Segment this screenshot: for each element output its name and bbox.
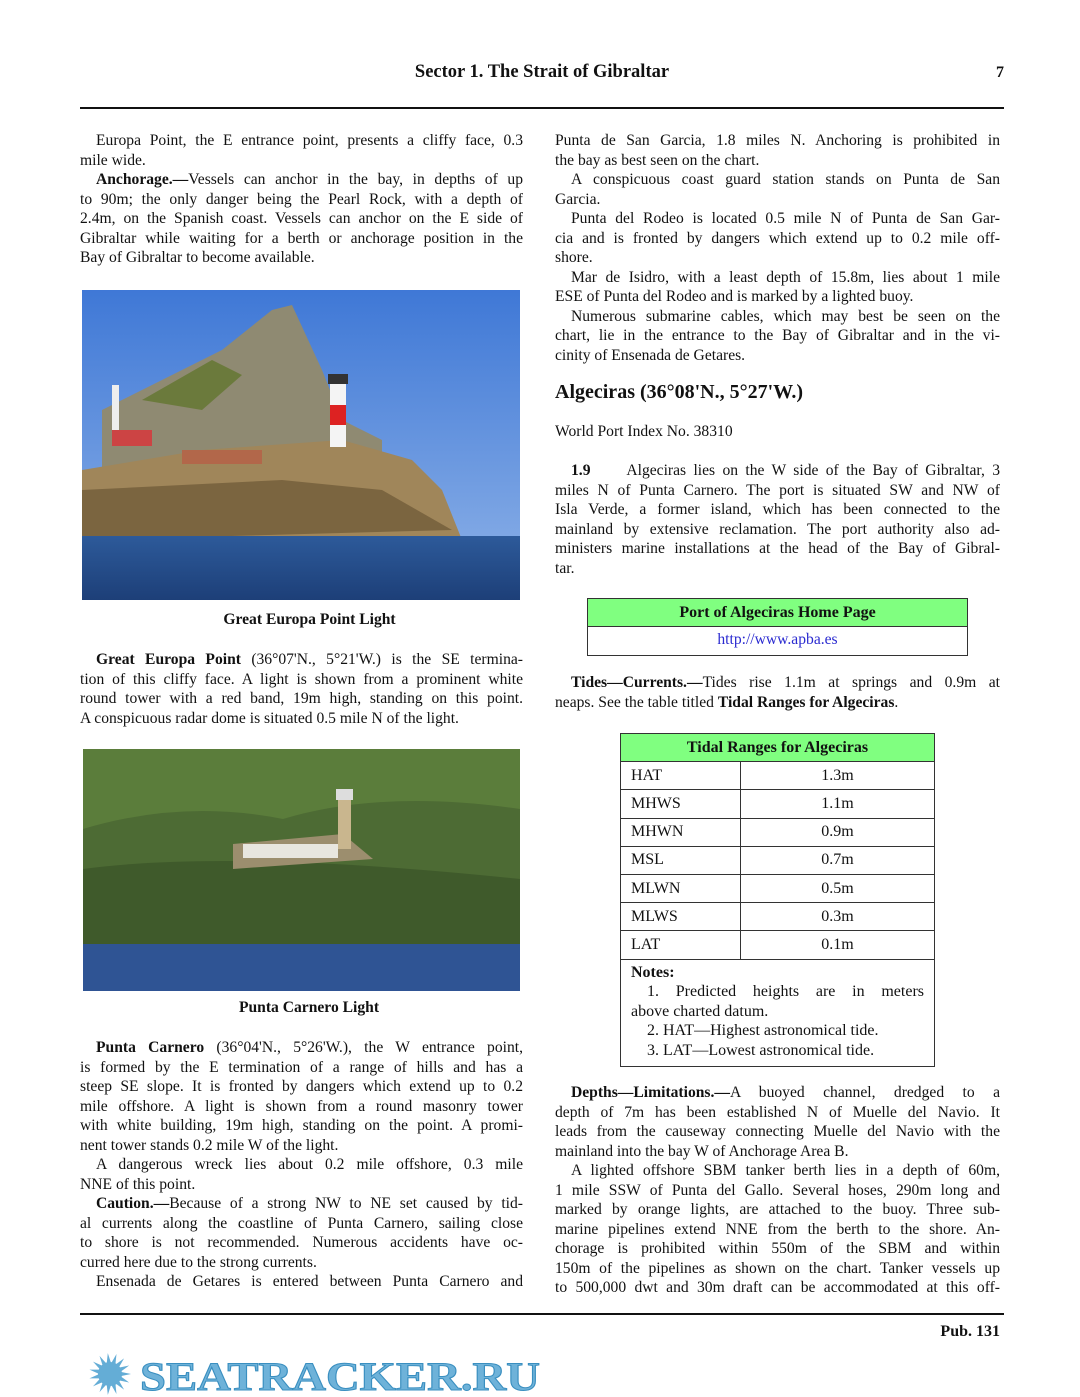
section-title: Sector 1. The Strait of Gibraltar — [414, 62, 670, 82]
text-run: mile wide. — [80, 151, 146, 169]
tide-level: MHWN — [621, 818, 741, 846]
tide-height: 0.9m — [741, 818, 935, 846]
sun-logo-icon — [89, 1353, 131, 1395]
text-line — [555, 1103, 1000, 1123]
text-line — [555, 131, 1000, 151]
text-line — [555, 209, 1000, 229]
text-line — [555, 1220, 1000, 1240]
text-line — [80, 1097, 523, 1117]
text-line — [555, 1161, 1000, 1181]
text-run: Isla Verde, a former island, which has been connected to the — [555, 501, 1000, 518]
text-line — [555, 1142, 1000, 1162]
sun-ray — [89, 1370, 99, 1374]
text-line — [80, 1253, 523, 1273]
text-run: mainland by extensive reclamation. The port authority also ad- — [555, 520, 1000, 538]
text-line — [80, 1214, 523, 1234]
text-line — [555, 693, 1000, 713]
sun-ray — [119, 1376, 129, 1382]
text-line — [555, 500, 1000, 520]
text-line — [80, 229, 523, 249]
text-run: chart, lie in the entrance to the Bay of Gibraltar and in the vi- — [555, 327, 1000, 344]
text-line — [80, 1272, 523, 1292]
text-run: ESE of Punta del Rodeo and is marked by a lighted buoy. — [555, 288, 914, 305]
text-line — [555, 520, 1000, 540]
text-run: nent tower stands 0.2 mile W of the light. — [80, 1136, 339, 1154]
text-run: Bay of Gibraltar to become available. — [80, 249, 315, 266]
bold-run: Great Europa Point — [96, 651, 241, 668]
text-run: is formed by the E termination of a range of hills and has a — [80, 1058, 523, 1076]
text-run: tion of this cliffy face. A light is shown from a prominent white — [80, 670, 523, 688]
text-line — [80, 709, 523, 729]
text-line — [555, 307, 1000, 327]
text-run: tar. — [555, 559, 575, 577]
text-run: to 90m; the only danger being the Pearl Rock, with a depth of — [80, 190, 523, 208]
text-run: Tides rise 1.1m at springs and 0.9m at — [702, 674, 1000, 691]
text-line — [555, 287, 1000, 307]
text-run: mile offshore. A light is shown from a round masonry tower — [80, 1097, 523, 1115]
table-row — [621, 790, 935, 818]
text-run: Garcia. — [555, 190, 601, 208]
text-line — [555, 1122, 1000, 1142]
text-line — [80, 1175, 523, 1195]
right-text-block-4 — [555, 1083, 1000, 1298]
text-line — [555, 1239, 1000, 1259]
text-run: A conspicuous coast guard station stands on Punta de San — [571, 171, 1000, 188]
text-run: Vessels can anchor in the bay, in depths of up — [188, 171, 523, 188]
text-run: Punta del Rodeo is located 0.5 mile N of Punta de San Gar- — [571, 210, 1000, 227]
text-run: leads from the causeway connecting Muelle del Navio with the — [555, 1123, 1000, 1140]
sun-ray — [116, 1358, 124, 1367]
table-row — [621, 846, 935, 874]
right-text-block-1 — [555, 131, 1000, 365]
tide-level: MLWS — [621, 903, 741, 931]
text-run: depth of 7m has been established N of Muelle del Navio. It — [555, 1103, 1000, 1121]
sun-ray — [100, 1382, 107, 1392]
text-run: Algeciras lies on the W side of the Bay of Gibraltar, 3 — [590, 462, 1000, 479]
text-line — [80, 1116, 523, 1136]
text-run: A buoyed channel, dredged to a — [729, 1084, 1000, 1101]
tidal-table-title: Tidal Ranges for Algeciras — [621, 734, 935, 762]
tide-level: MHWS — [621, 790, 741, 818]
page-header — [80, 62, 1004, 86]
text-line — [80, 689, 523, 709]
text-line — [80, 670, 523, 690]
text-run: 2.4m, on the Spanish coast. Vessels can anchor on the E side of — [80, 210, 523, 227]
note-line: 2. HAT—Highest astronomical tide. — [647, 1022, 879, 1039]
text-line — [555, 268, 1000, 288]
sun-ray — [121, 1372, 131, 1376]
table-row — [621, 931, 935, 959]
text-line — [80, 1155, 523, 1175]
section-heading-algeciras: Algeciras (36°08'N., 5°27'W.) — [555, 381, 804, 403]
text-run: to shore is not recommended. Numerous accidents have oc- — [80, 1234, 523, 1251]
tide-level: LAT — [621, 931, 741, 959]
tide-height: 0.7m — [741, 846, 935, 874]
text-run: with white building, 19m high, standing on the point. A promi- — [80, 1117, 523, 1134]
right-text-block-2 — [555, 461, 1000, 578]
text-line — [80, 650, 523, 670]
table-row — [621, 874, 935, 902]
text-line — [80, 151, 523, 171]
text-run: steep SE slope. It is fronted by dangers which extend up to 0.2 — [80, 1078, 523, 1095]
text-line — [555, 1083, 1000, 1103]
port-home-page-link[interactable]: http://www.apba.es — [717, 631, 838, 648]
footer-rule — [80, 1313, 1004, 1315]
header-rule — [80, 107, 1004, 109]
text-line — [555, 1278, 1000, 1298]
tide-height: 0.1m — [741, 931, 935, 959]
text-run: mainland into the bay W of Anchorage Area B. — [555, 1142, 849, 1160]
text-run: curred here due to the strong currents. — [80, 1253, 317, 1271]
text-line — [80, 1194, 523, 1214]
text-run: Gibraltar while waiting for a berth or anchorage position in the — [80, 229, 523, 247]
text-run: (36°07'N., 5°21'W.) is the SE termina- — [240, 651, 523, 668]
photo-great-europa-point-light — [82, 290, 520, 600]
note-line: 1. Predicted heights are in meters — [647, 983, 924, 1000]
text-run: (36°04'N., 5°26'W.), the W entrance point, — [204, 1039, 523, 1056]
text-run: Punta de San Garcia, 1.8 miles N. Anchoring is prohibited in — [555, 132, 1000, 149]
photo-caption: Great Europa Point Light — [223, 611, 396, 628]
photo-punta-carnero-light — [83, 749, 520, 991]
text-line — [555, 461, 1000, 481]
bold-run: Tides—Currents.— — [571, 674, 703, 691]
text-line — [80, 170, 523, 190]
bold-run: 1.9 — [571, 462, 591, 479]
text-line — [555, 1259, 1000, 1279]
sun-ray — [107, 1384, 111, 1394]
text-run: shore. — [555, 249, 593, 266]
sun-ray — [116, 1381, 124, 1390]
bold-run: Anchorage.— — [96, 171, 189, 188]
bold-run: Caution.— — [96, 1195, 170, 1212]
tide-height: 1.3m — [741, 762, 935, 790]
text-line — [555, 673, 1000, 693]
text-line — [80, 131, 523, 151]
text-line — [80, 248, 523, 268]
sun-ray — [119, 1365, 129, 1371]
right-text-block-3 — [555, 673, 1000, 712]
sun-ray — [93, 1379, 103, 1387]
text-run: 1 mile SSW of Punta del Gallo. Several hoses, 290m long and — [555, 1181, 1000, 1199]
tide-height: 1.1m — [741, 790, 935, 818]
text-line — [555, 326, 1000, 346]
sun-ray — [100, 1356, 107, 1366]
text-run: A dangerous wreck lies about 0.2 mile offshore, 0.3 mile — [96, 1156, 523, 1173]
page-number: 7 — [996, 64, 1004, 81]
world-port-index: World Port Index No. 38310 — [555, 423, 733, 440]
publication-number: Pub. 131 — [940, 1323, 1000, 1340]
tide-level: MLWN — [621, 874, 741, 902]
text-run: al currents along the coastline of Punta Carnero, sailing close — [80, 1214, 523, 1232]
text-run: Numerous submarine cables, which may best be seen on the — [571, 307, 1000, 325]
text-run: . — [894, 693, 899, 711]
text-line — [80, 1058, 523, 1078]
tidal-ranges-table — [620, 733, 935, 1067]
sun-ray — [93, 1362, 103, 1370]
text-run: marked by orange lights, are attached to the buoy. Three sub- — [555, 1201, 1000, 1218]
text-line — [555, 170, 1000, 190]
text-line — [555, 151, 1000, 171]
port-home-page-title: Port of Algeciras Home Page — [588, 599, 967, 627]
photo-caption: Punta Carnero Light — [238, 999, 380, 1016]
text-run: 150m of the pipelines as shown on the chart. Tanker vessels up — [555, 1259, 1000, 1277]
table-row — [621, 818, 935, 846]
text-run: miles N of Punta Carnero. The port is situated SW and NW of — [555, 481, 1000, 499]
watermark-text: SEATRACKER.RU — [140, 1354, 540, 1397]
text-line — [555, 1181, 1000, 1201]
text-line — [80, 1136, 523, 1156]
tidal-table-notes — [621, 959, 935, 1067]
left-text-block-3 — [80, 1038, 523, 1292]
text-run: marine pipelines extend NNE from the berth to the shore. An- — [555, 1220, 1000, 1238]
sun-ray — [89, 1374, 99, 1378]
text-line — [80, 1038, 523, 1058]
text-line — [80, 1233, 523, 1253]
text-line — [555, 481, 1000, 501]
text-run: neaps. See the table titled — [555, 693, 718, 711]
text-run: round tower with a red band, 19m high, standing on this point. — [80, 690, 523, 707]
text-run: A lighted offshore SBM tanker berth lies in a depth of 60m, — [571, 1162, 1000, 1179]
table-row — [621, 903, 935, 931]
bold-run: Punta Carnero — [96, 1039, 205, 1056]
sun-ray — [107, 1353, 111, 1363]
bold-run: Depths—Limitations.— — [571, 1084, 730, 1101]
left-text-block-1 — [80, 131, 523, 268]
text-run: Ensenada de Getares is entered between Punta Carnero and — [96, 1273, 523, 1290]
text-line — [555, 559, 1000, 579]
text-line — [80, 209, 523, 229]
left-text-block-2 — [80, 650, 523, 728]
text-line — [80, 190, 523, 210]
text-line — [555, 248, 1000, 268]
text-run: to 500,000 dwt and 30m draft can be accommodated at this off- — [555, 1279, 1000, 1296]
tide-level: MSL — [621, 846, 741, 874]
note-line: above charted datum. — [631, 1002, 769, 1020]
text-line — [555, 190, 1000, 210]
seatracker-watermark — [0, 1350, 1080, 1397]
text-run: A conspicuous radar dome is situated 0.5 mile N of the light. — [80, 709, 459, 727]
tide-height: 0.5m — [741, 874, 935, 902]
text-run: chorage is prohibited within 550m of the SBM and within — [555, 1240, 1000, 1257]
text-run: NNE of this point. — [80, 1175, 196, 1193]
text-run: cia and is fronted by dangers which extend up to 0.2 mile off- — [555, 229, 1000, 247]
text-line — [555, 229, 1000, 249]
text-run: Europa Point, the E entrance point, presents a cliffy face, 0.3 — [96, 132, 523, 149]
text-run: cinity of Ensenada de Getares. — [555, 346, 746, 364]
text-run: Mar de Isidro, with a least depth of 15.8m, lies about 1 mile — [571, 268, 1000, 286]
sun-ray — [111, 1354, 116, 1364]
notes-label: Notes: — [631, 963, 675, 981]
text-line — [555, 539, 1000, 559]
text-run: the bay as best seen on the chart. — [555, 151, 760, 169]
text-line — [555, 1200, 1000, 1220]
table-row — [621, 762, 935, 790]
note-line: 3. LAT—Lowest astronomical tide. — [647, 1041, 875, 1059]
text-run: Because of a strong NW to NE set caused by tid- — [169, 1195, 523, 1212]
bold-run: Tidal Ranges for Algeciras — [717, 693, 895, 711]
sun-ray — [111, 1384, 116, 1394]
text-line — [80, 1077, 523, 1097]
port-home-page-box — [587, 598, 968, 656]
tide-height: 0.3m — [741, 903, 935, 931]
text-line — [555, 346, 1000, 366]
text-run: ministers marine installations at the head of the Bay of Gibral- — [555, 540, 1000, 557]
tide-level: HAT — [621, 762, 741, 790]
